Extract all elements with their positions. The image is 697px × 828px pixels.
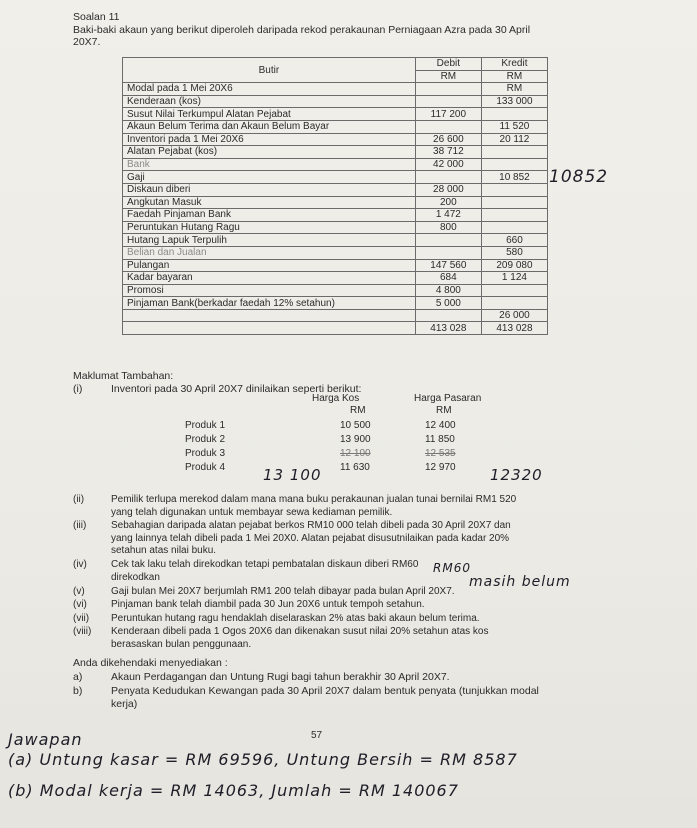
table-row	[123, 221, 548, 234]
table-row	[123, 158, 548, 171]
intro-line-1: Baki-baki akaun yang berikut diperoleh daripada rekod perakaunan Perniagaan Azra pada 30 April	[73, 24, 531, 36]
note-number: (v)	[73, 586, 85, 597]
note-line2: berasaskan bulan penggunaan.	[111, 638, 252, 650]
cell-credit: 26 000	[481, 309, 547, 322]
note-number: (vii)	[73, 613, 90, 624]
cell-credit: 209 080	[481, 259, 547, 272]
valuation-product: Produk 3	[185, 448, 226, 459]
cell-credit	[481, 209, 547, 222]
note-line1: Pemilik terlupa merekod dalam mana mana buku perakaunan jualan tunai bernilai RM1 520	[111, 494, 517, 505]
question-number: Soalan 11	[73, 11, 120, 23]
table-row	[123, 108, 548, 121]
cell-debit: 4 800	[415, 284, 481, 297]
cell-debit: 28 000	[415, 183, 481, 196]
handwritten-produk3-market: 12320	[490, 466, 543, 484]
trial-balance-body	[123, 83, 548, 322]
valuation-cost: 11 630	[340, 462, 370, 473]
valuation-unit-market: RM	[436, 405, 452, 416]
note-number: (viii)	[73, 626, 92, 637]
intro-line-2: 20X7.	[73, 36, 101, 48]
cell-debit: 26 600	[415, 133, 481, 146]
cell-debit: 200	[415, 196, 481, 209]
additional-heading: Maklumat Tambahan:	[73, 370, 174, 382]
table-row	[123, 133, 548, 146]
table-row	[123, 146, 548, 159]
cell-credit	[481, 297, 547, 310]
cell-debit: 42 000	[415, 158, 481, 171]
required-a-text: Akaun Perdagangan dan Untung Rugi bagi tahun berakhir 30 April 20X7.	[111, 671, 450, 683]
cell-item: Alatan Pejabat (kos)	[123, 146, 416, 159]
col-header-item: Butir	[123, 58, 416, 83]
cell-debit	[415, 95, 481, 108]
handwritten-bank-amount: 10852	[549, 167, 609, 187]
note-number: (iii)	[73, 520, 87, 531]
unit-credit: RM	[481, 70, 547, 83]
cell-item: Belian dan Jualan	[123, 246, 416, 259]
cell-credit: 10 852	[481, 171, 547, 184]
valuation-col-cost: Harga Kos	[312, 393, 360, 404]
cell-debit: 38 712	[415, 146, 481, 159]
page-number: 57	[311, 730, 323, 741]
table-row	[123, 171, 548, 184]
note-number: (ii)	[73, 494, 85, 505]
valuation-col-market: Harga Pasaran	[414, 393, 482, 404]
cell-credit	[481, 158, 547, 171]
note-line2: direkodkan	[111, 571, 160, 583]
table-row	[123, 183, 548, 196]
cell-credit	[481, 284, 547, 297]
cell-item: Hutang Lapuk Terpulih	[123, 234, 416, 247]
cell-item: Pinjaman Bank(berkadar faedah 12% setahun)	[123, 297, 416, 310]
table-row	[123, 209, 548, 222]
table-header-row	[123, 58, 548, 71]
valuation-product: Produk 2	[185, 434, 226, 445]
cell-credit: 11 520	[481, 120, 547, 133]
valuation-market: 12 535	[425, 448, 456, 459]
note-line2: yang telah digunakan untuk membayar sewa kediaman pemilik.	[111, 506, 393, 518]
cell-debit	[415, 83, 481, 96]
table-row	[123, 259, 548, 272]
valuation-cost: 10 500	[340, 420, 371, 431]
required-b-line-1: Penyata Kedudukan Kewangan pada 30 April 20X7 dalam bentuk penyata (tunjukkan modal	[111, 685, 539, 697]
cell-item: Faedah Pinjaman Bank	[123, 209, 416, 222]
note-line1: Sebahagian daripada alatan pejabat berkos RM10 000 telah dibeli pada 30 April 20X7 dan	[111, 520, 511, 531]
cell-item: Susut Nilai Terkumpul Alatan Pejabat	[123, 108, 416, 121]
note-i-text: Inventori pada 30 April 20X7 dinilaikan seperti berikut:	[111, 383, 362, 395]
cell-debit	[415, 309, 481, 322]
cell-credit	[481, 146, 547, 159]
cell-item: Kadar bayaran	[123, 272, 416, 285]
cell-debit: 800	[415, 221, 481, 234]
col-header-credit: Kredit	[481, 58, 547, 71]
handwritten-masih-belum: masih belum	[469, 574, 571, 590]
total-credit: 413 028	[481, 322, 547, 335]
cell-debit: 147 560	[415, 259, 481, 272]
cell-credit	[481, 108, 547, 121]
valuation-market: 11 850	[425, 434, 455, 445]
cell-item: Diskaun diberi	[123, 183, 416, 196]
handwritten-answer-b: (b) Modal kerja = RM 14063, Jumlah = RM 140067	[8, 781, 459, 800]
note-line1: Peruntukan hutang ragu hendaklah diselaraskan 2% atas baki akaun belum terima.	[111, 613, 480, 624]
unit-debit: RM	[415, 70, 481, 83]
required-a-number: a)	[73, 671, 83, 683]
cell-credit: 580	[481, 246, 547, 259]
cell-item: Inventori pada 1 Mei 20X6	[123, 133, 416, 146]
table-row	[123, 83, 548, 96]
cell-debit	[415, 246, 481, 259]
cell-item: Angkutan Masuk	[123, 196, 416, 209]
table-row	[123, 272, 548, 285]
valuation-unit-cost: RM	[350, 405, 366, 416]
required-b-line-2: kerja)	[111, 698, 138, 710]
required-heading: Anda dikehendaki menyediakan :	[73, 657, 228, 669]
cell-credit: 133 000	[481, 95, 547, 108]
table-row	[123, 95, 548, 108]
valuation-cost: 12 100	[340, 448, 371, 459]
cell-item: Bank	[123, 158, 416, 171]
cell-credit: 1 124	[481, 272, 547, 285]
cell-debit: 684	[415, 272, 481, 285]
table-row	[123, 120, 548, 133]
total-row	[123, 322, 548, 335]
note-number: (vi)	[73, 599, 87, 610]
cell-item: Kenderaan (kos)	[123, 95, 416, 108]
note-line1: Gaji bulan Mei 20X7 berjumlah RM1 200 telah dibayar pada bulan April 20X7.	[111, 586, 455, 597]
cell-debit: 1 472	[415, 209, 481, 222]
cell-credit	[481, 221, 547, 234]
cell-item: Gaji	[123, 171, 416, 184]
cell-debit	[415, 120, 481, 133]
note-line3: setahun atas nilai buku.	[111, 545, 217, 556]
required-b-number: b)	[73, 685, 83, 697]
table-row	[123, 297, 548, 310]
cell-item: Pulangan	[123, 259, 416, 272]
col-header-debit: Debit	[415, 58, 481, 71]
note-number: (iv)	[73, 559, 87, 570]
note-line1: Pinjaman bank telah diambil pada 30 Jun 20X6 untuk tempoh setahun.	[111, 599, 425, 610]
cell-item: Promosi	[123, 284, 416, 297]
valuation-cost: 13 900	[340, 434, 371, 445]
cell-debit: 5 000	[415, 297, 481, 310]
note-line1: Cek tak laku telah direkodkan tetapi pembatalan diskaun diberi RM60	[111, 559, 419, 570]
cell-debit	[415, 234, 481, 247]
total-debit: 413 028	[415, 322, 481, 335]
table-row	[123, 309, 548, 322]
valuation-product: Produk 4	[185, 462, 226, 473]
handwritten-answer-label: Jawapan	[8, 730, 83, 749]
cell-item: Akaun Belum Terima dan Akaun Belum Bayar	[123, 120, 416, 133]
cell-item: Peruntukan Hutang Ragu	[123, 221, 416, 234]
cell-credit: RM	[481, 83, 547, 96]
table-row	[123, 234, 548, 247]
cell-debit	[415, 171, 481, 184]
trial-balance-table	[122, 57, 548, 335]
table-row	[123, 196, 548, 209]
cell-debit: 117 200	[415, 108, 481, 121]
handwritten-produk3-cost: 13 100	[263, 466, 322, 484]
cell-credit: 660	[481, 234, 547, 247]
valuation-market: 12 400	[425, 420, 456, 431]
valuation-market: 12 970	[425, 462, 456, 473]
note-line2: yang lainnya telah dibeli pada 1 Mei 20X0. Alatan pejabat disusutnilaikan pada kadar 20%	[111, 532, 510, 544]
valuation-product: Produk 1	[185, 420, 226, 431]
cell-item	[123, 309, 416, 322]
table-row	[123, 284, 548, 297]
cell-credit	[481, 196, 547, 209]
handwritten-rm-note: RM60	[433, 561, 471, 575]
cell-credit: 20 112	[481, 133, 547, 146]
cell-credit	[481, 183, 547, 196]
note-i-number: (i)	[73, 383, 83, 395]
note-line1: Kenderaan dibeli pada 1 Ogos 20X6 dan dikenakan susut nilai 20% setahun atas kos	[111, 626, 489, 637]
table-row	[123, 246, 548, 259]
cell-item: Modal pada 1 Mei 20X6	[123, 83, 416, 96]
handwritten-answer-a: (a) Untung kasar = RM 69596, Untung Bersih = RM 8587	[8, 750, 518, 769]
